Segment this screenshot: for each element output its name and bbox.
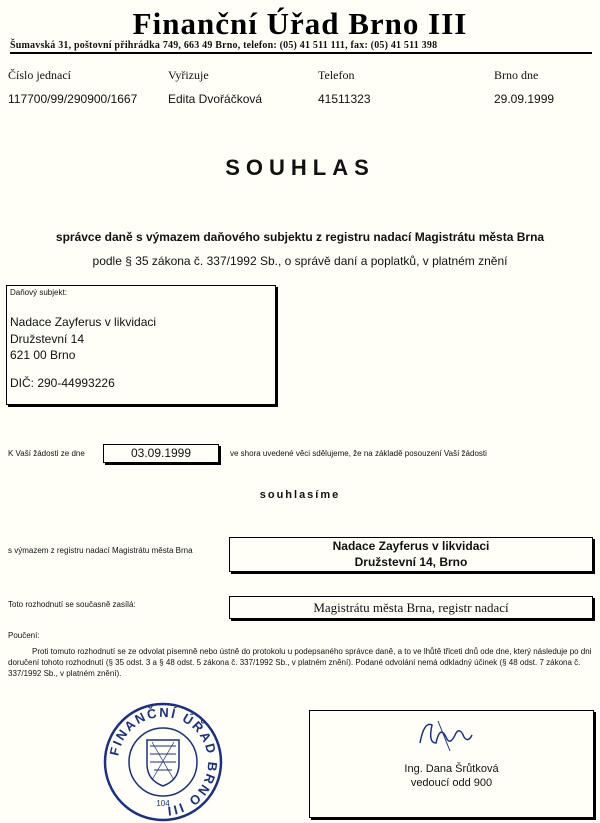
subject-name: Nadace Zayferus v likvidaci [10,315,157,329]
office-name-heading: Finanční Úřad Brno III [132,6,468,41]
sent-to-label: Toto rozhodnutí se současně zasílá: [8,600,136,609]
subject-city: 621 00 Brno [10,348,76,362]
entity-name: Nadace Zayferus v likvidaci [332,539,490,553]
document-title: SOUHLAS [225,155,375,180]
office-address-line: Šumavská 31, poštovní přihrádka 749, 663 49 Brno, telefon: (05) 41 511 111, fax: (05) 41 511 398 [10,40,592,54]
request-date-box: 03.09.1999 [103,444,219,463]
signature-icon [410,713,480,758]
stamp-text: FINANČNÍ ÚŘAD BRNO III [106,704,221,819]
request-suffix: ve shora uvedené věci sdělujeme, že na základě posouzení Vaší žádosti [230,449,487,458]
handled-by-value: Edita Dvořáčková [168,92,263,106]
document-subtitle-2: podle § 35 zákona č. 337/1992 Sb., o správě daní a poplatků, v platném znění [92,254,508,268]
reference-number-label: Číslo jednací [8,68,71,82]
signer-role: vedoucí odd 900 [410,777,493,789]
subject-street: Družstevní 14 [10,332,85,346]
date-value: 29.09.1999 [494,92,555,106]
signer-name: Ing. Dana Šrůtková [404,763,499,775]
phone-label: Telefon [318,68,355,82]
tax-subject-box [6,285,276,405]
phone-value: 41511323 [318,92,371,106]
coat-of-arms-icon [147,740,179,786]
date-label: Brno dne [494,68,539,82]
reference-number-value: 117700/99/290900/1667 [8,92,138,106]
stamp-number: 104 [156,799,170,808]
recipient-box: Magistrátu města Brna, registr nadací [229,596,593,619]
instruction-heading: Poučení: [8,631,40,640]
office-stamp [102,702,224,822]
subject-tax-id: DIČ: 290-44993226 [10,376,115,390]
deletion-label: s výmazem z registru nadací Magistrátu města Brna [8,546,193,555]
tax-subject-label: Daňový subjekt: [10,288,67,297]
signature-box [309,710,594,818]
consent-word: souhlasíme [259,489,341,501]
entity-box [229,537,593,572]
instruction-text: Proti tomuto rozhodnutí se ze odvolat písemně nebo ústně do protokolu u podepsaného správce daně, a to ve lhůtě třiceti dnů ode dne, který následuje po dni doručení tohoto rozhodnutí (§ 35 odst. 3 a § 48 odst. 5 zákona č. 337/1992 Sb., v platném znění). Podané odvolání nemá odkladný účinek (§ 48 odst. 7 zákona č. 337/1992 Sb., v platném znění). [8,647,592,678]
request-prefix: K Vaší žádosti ze dne [8,449,85,458]
document-subtitle-1: správce daně s výmazem daňového subjektu z registru nadací Magistrátu města Brna [55,230,545,244]
handled-by-label: Vyřizuje [168,68,209,82]
entity-address: Družstevní 14, Brno [354,555,468,569]
